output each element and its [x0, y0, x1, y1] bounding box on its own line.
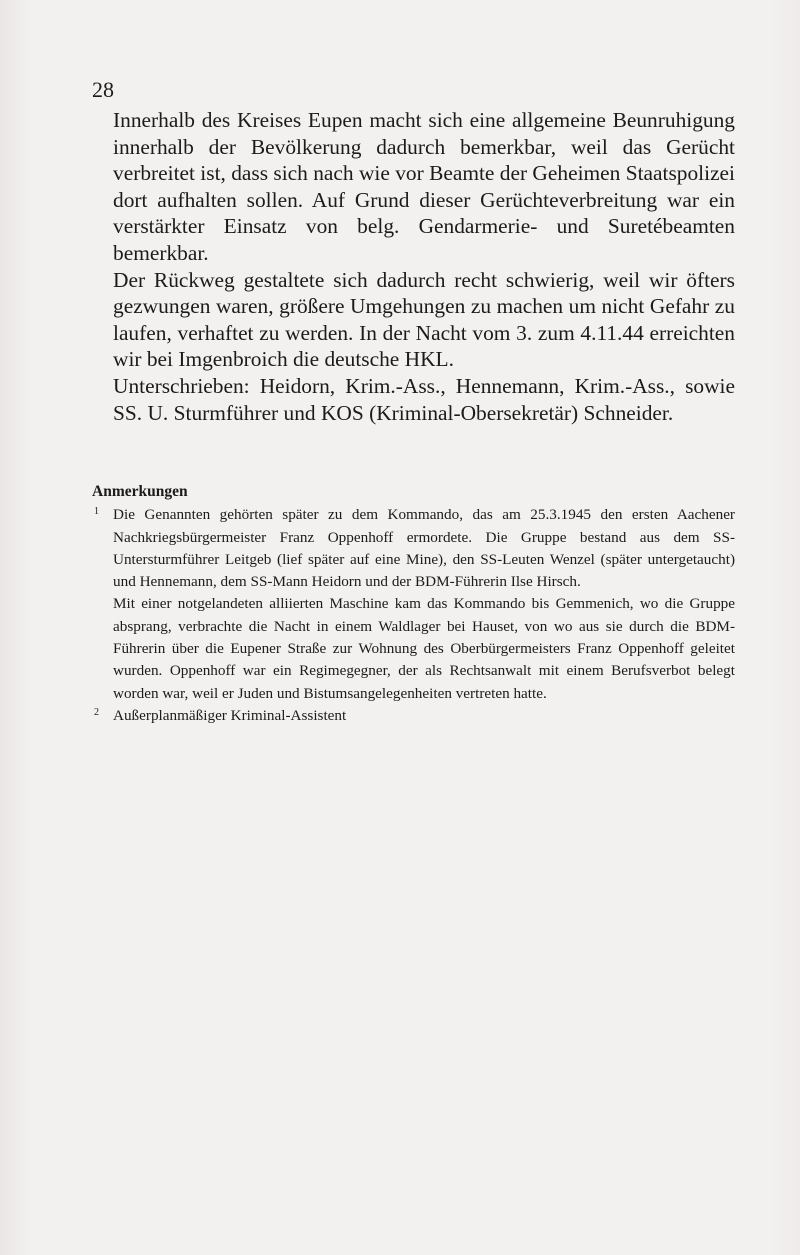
paragraph-2: Der Rückweg gestaltete sich dadurch recht schwierig, weil wir öfters gezwungen waren, größere Umgehungen zu machen um nicht Gefahr zu laufen, verhaftet zu werden. In der Nacht vom 3. zum 4.11.44 erreichten wir bei Imgenbroich die deutsche HKL.: [113, 267, 735, 372]
footnote-2: [92, 705, 735, 727]
footnote-1-paragraph-1: Die Genannten gehörten später zu dem Kommando, das am 25.3.1945 den ersten Aachener Nachkriegsbürgermeister Franz Oppenhoff ermordete. Die Gruppe bestand aus dem SS-Untersturmführer Leitgeb (lief später auf eine Mine), den SS-Leuten Wenzel (später untergetaucht) und Hennemann, dem SS-Mann Heidorn und der BDM-Führerin Ilse Hirsch.: [113, 506, 735, 591]
main-text: [113, 107, 735, 426]
footnote-mark-2: 2: [94, 706, 99, 718]
page-number: 28: [92, 77, 114, 102]
footnote-mark-1: 1: [94, 506, 99, 518]
footnote-1-paragraph-2: Mit einer notgelandeten alliierten Maschine kam das Kommando bis Gemmenich, wo die Gruppe absprang, verbrachte die Nacht in einem Waldlager bei Hauset, von wo aus sie durch die BDM-Führerin über die Eupener Straße zur Wohnung des Oberbürgermeisters Franz Oppenhoff geleitet wurden. Oppenhoff war ein Regimegegner, der als Rechtsanwalt mit einem Berufsverbot belegt worden war, weil er Juden und Bistumsangelegenheiten vertreten hatte.: [113, 595, 735, 702]
notes-heading: Anmerkungen: [92, 483, 188, 500]
paragraph-1: Innerhalb des Kreises Eupen macht sich eine allgemeine Beunruhigung innerhalb der Bevölkerung dadurch bemerkbar, weil das Gerücht verbreitet ist, dass sich nach wie vor Beamte der Geheimen Staatspolizei dort aufhalten sollen. Auf Grund dieser Gerüchteverbreitung war ein verstärkter Einsatz von belg. Gendarmerie- und Suretébeamten bemerkbar.: [113, 108, 735, 265]
paragraph-3: Unterschrieben: Heidorn, Krim.-Ass., Hennemann, Krim.-Ass., sowie SS. U. Sturmführer und KOS (Kriminal-Obersekretär) Schneider.: [113, 373, 735, 425]
footnote-2-paragraph-1: Außerplanmäßiger Kriminal-Assistent: [113, 706, 347, 724]
footnotes: [92, 481, 735, 727]
footnote-1: [92, 504, 735, 705]
